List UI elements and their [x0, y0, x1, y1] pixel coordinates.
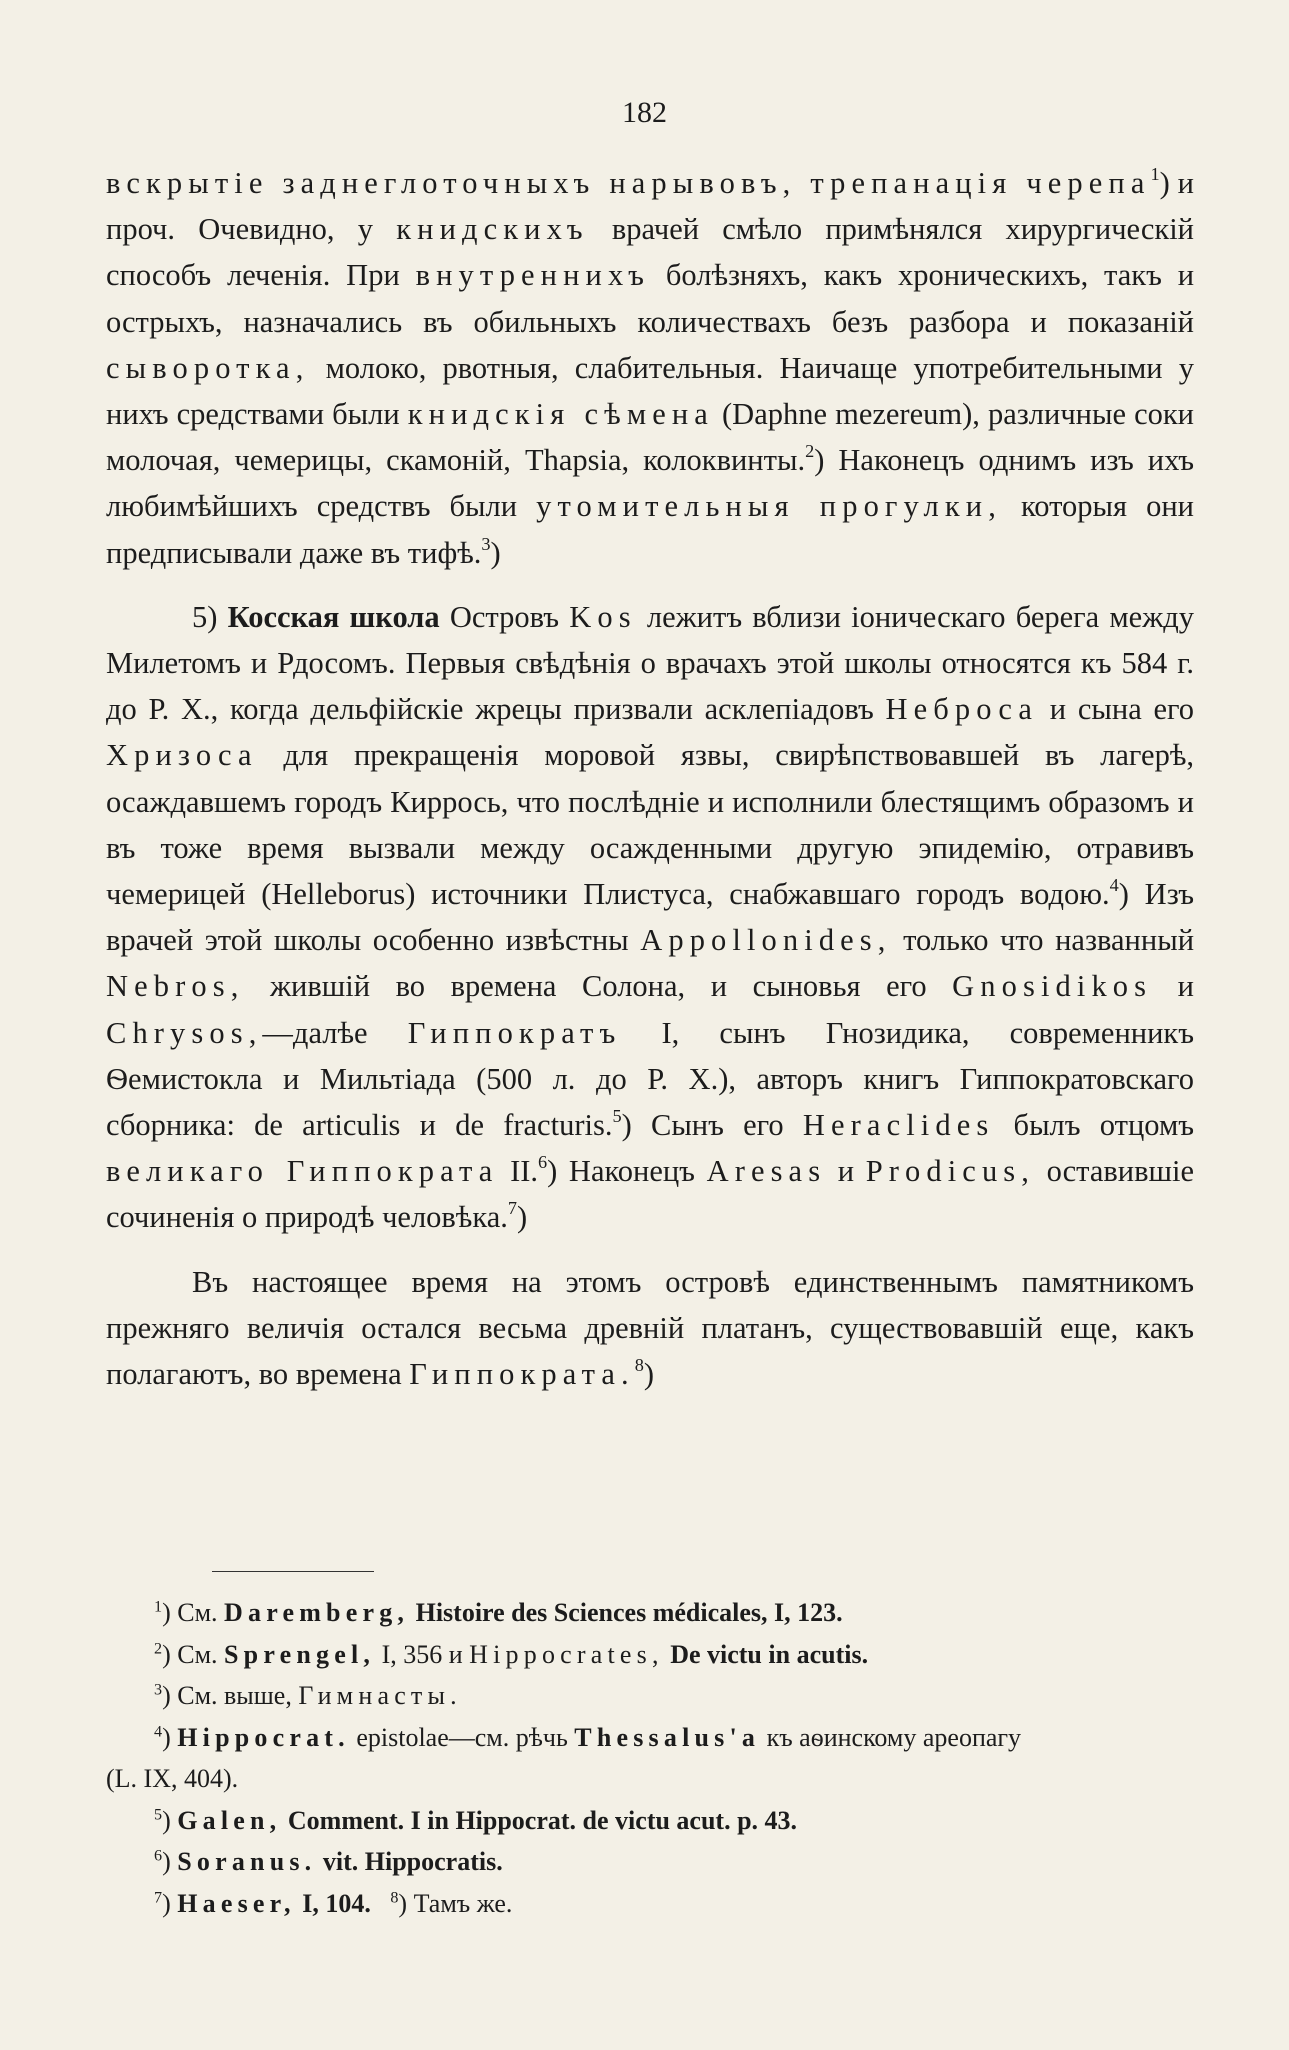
author-name: Hippocrat. [177, 1722, 350, 1752]
text-span: ) [490, 535, 501, 570]
footnote-number: 2 [154, 1639, 163, 1657]
text-span: I, сынъ Гнозидика, современникъ Ѳемистокла и Мильтіада (500 л. до Р. Х.), авторъ книгъ Гиппократовскаго сборника: de articulis и de fracturis. [106, 1015, 1194, 1143]
spaced-term: утомительныя прогулки, [536, 489, 1002, 524]
footnote-4-continuation [106, 1758, 1194, 1800]
text-span: ) Наконецъ [547, 1154, 695, 1189]
text-span: 5) [192, 599, 218, 634]
section-heading: Косская школа [227, 599, 440, 634]
text-span: былъ отцомъ [1013, 1108, 1195, 1143]
text-span: ) Изъ врачей этой школы особенно извѣстны [106, 877, 1194, 958]
text-span: ) Наконецъ однимъ изъ ихъ любимѣйшихъ средствъ были [106, 443, 1194, 524]
spaced-term: Kos [569, 599, 637, 634]
text-span: Въ настоящее время на этомъ островѣ единственнымъ памятникомъ прежняго величія остался весьма древній платанъ, существовавшій еще, какъ полагаютъ, во времена [106, 1264, 1194, 1392]
text-span: молоко, рвотныя, слабительныя. Наичаще употребительными у нихъ средствами были [106, 350, 1195, 432]
footnote-1 [106, 1592, 1194, 1634]
citation: I, 104. [302, 1888, 371, 1918]
author-name: Galen, [177, 1805, 282, 1835]
footnote-number: 4 [154, 1722, 163, 1740]
citation: Comment. I in Hippocrat. de victu acut. p. 43. [287, 1805, 798, 1835]
footnote-3 [106, 1675, 1194, 1717]
text-span: жившій во времена Солона, и сыновья его [269, 969, 927, 1004]
spaced-term: сыворотка, [106, 350, 310, 385]
footnotes [106, 1592, 1194, 1924]
spaced-term: Гиппократа. [409, 1357, 635, 1392]
citation: I, 356 и [381, 1639, 463, 1669]
page-number: 182 [622, 96, 667, 129]
main-text [106, 160, 1194, 1397]
footnote-number: 7 [154, 1888, 163, 1906]
footnote-number: 6 [154, 1847, 163, 1865]
spaced-term: Aresas [706, 1154, 827, 1189]
paragraph-2 [106, 594, 1194, 1241]
footnote-ref: 2 [805, 441, 815, 462]
spaced-term: Неброса [885, 692, 1039, 727]
spaced-term: книдскія сѣмена [407, 397, 714, 432]
spaced-term: Gnosidikos [952, 969, 1153, 1004]
paragraph-1 [106, 160, 1194, 576]
footnote-4 [106, 1717, 1194, 1759]
text-span: врачей смѣло примѣнялся хирургическій способъ леченія. При [106, 212, 1195, 293]
spaced-term: Heraclides [802, 1108, 995, 1143]
text-span: ) [643, 1357, 655, 1392]
author-name: Hippocrates, [469, 1639, 664, 1669]
footnote-5 [106, 1800, 1194, 1842]
text-span: для прекращенія моровой язвы, свирѣпствовавшей въ лагерѣ, осаждавшемъ городъ Киррось, что послѣдніе и исполнили блестящимъ образомъ и въ тоже время вызвали между осажденными другую эпидемію, отравивъ чемерицей (Helleborus) источники Плистуса, снабжавшаго городъ водою. [106, 738, 1195, 912]
text-span: ) и проч. Очевидно, у [106, 166, 1194, 247]
author-name: Haeser, [177, 1888, 296, 1918]
text-span: ) [517, 1200, 528, 1235]
citation: Histoire des Sciences médicales, I, 123. [415, 1598, 843, 1627]
footnote-ref: 3 [481, 533, 491, 554]
footnote-7 [106, 1883, 1194, 1925]
text-span: вскрытіе заднеглоточныхъ нарывовъ, трепанація черепа [106, 166, 1151, 200]
text-span: ) [162, 1847, 171, 1876]
author-name: Daremberg, [224, 1598, 410, 1627]
text-span: и [837, 1154, 855, 1189]
text-span: которыя они предписывали даже въ тифѣ. [106, 489, 1195, 570]
spaced-term: Гимнасты. [298, 1681, 462, 1710]
spaced-term: Хризоса [106, 738, 258, 773]
citation: къ аѳинскому ареопагу [766, 1722, 1022, 1752]
text-span: Островъ [449, 599, 560, 634]
spaced-term: Prodicus, [865, 1154, 1035, 1189]
text-span: II. [510, 1154, 539, 1189]
text-span: ) [162, 1805, 171, 1835]
footnote-number: 5 [154, 1805, 163, 1823]
text-span: оставившіе сочиненія о природѣ человѣка. [106, 1154, 1195, 1235]
text-span: ) [162, 1722, 171, 1752]
footnote-6 [106, 1841, 1194, 1883]
text-span: ) См. выше, [162, 1681, 292, 1710]
text-span: ) См. [162, 1639, 218, 1669]
author-name: Thessalus'а [574, 1722, 761, 1752]
footnote-number: 8 [390, 1888, 399, 1906]
text-span: —далѣе [262, 1015, 368, 1050]
text-span: лежитъ вблизи іоническаго берега между Милетомъ и Рдосомъ. Первыя свѣдѣнія о врачахъ этой школы относятся къ 584 г. до Р. Х., когда дельфійскіе жрецы призвали асклепіадовъ [106, 599, 1195, 727]
text-span: только что названный [903, 923, 1195, 958]
text-span: ) Сынъ его [621, 1108, 784, 1143]
spaced-term: Chrysos, [106, 1015, 263, 1050]
footnote-ref: 5 [612, 1106, 622, 1127]
footnote-ref: 4 [1109, 875, 1119, 896]
footnote-ref: 1 [1150, 164, 1160, 185]
text-span: и сына его [1049, 692, 1195, 727]
footnote-ref: 7 [507, 1198, 518, 1219]
spaced-term: внутреннихъ [415, 258, 651, 293]
footnote-ref: 8 [634, 1355, 644, 1376]
spaced-term: великаго Гиппократа [106, 1154, 499, 1189]
text-span: болѣзняхъ, какъ хроническихъ, такъ и острыхъ, назначались въ обильныхъ количествахъ безъ разбора и показаній [106, 258, 1195, 339]
spaced-term: Гиппократъ [407, 1015, 622, 1050]
footnote-divider [212, 1571, 374, 1572]
text-span: (Daphne mezereum), различные соки молочая, чемерицы, скамоній, Thapsia, колоквинты. [106, 397, 1195, 478]
footnote-number: 3 [154, 1681, 163, 1699]
citation: epistolae—см. рѣчь [356, 1722, 568, 1752]
paragraph-3 [106, 1259, 1194, 1398]
citation: (L. IX, 404). [106, 1764, 239, 1793]
spaced-term: Appollonides, [640, 923, 892, 958]
footnote-2 [106, 1634, 1194, 1676]
citation: ) Тамъ же. [398, 1888, 513, 1918]
footnote-number: 1 [154, 1598, 163, 1616]
footnote-ref: 6 [538, 1152, 548, 1173]
citation: De victu in acutis. [670, 1639, 869, 1669]
text-span: и [1177, 969, 1194, 1004]
author-name: Soranus. [177, 1847, 317, 1876]
citation: vit. Hippocratis. [322, 1847, 503, 1876]
spaced-term: книдскихъ [396, 212, 589, 247]
author-name: Sprengel, [224, 1639, 376, 1669]
text-span: ) [162, 1888, 171, 1918]
text-span: ) См. [162, 1598, 218, 1627]
spaced-term: Nebros, [106, 969, 245, 1004]
